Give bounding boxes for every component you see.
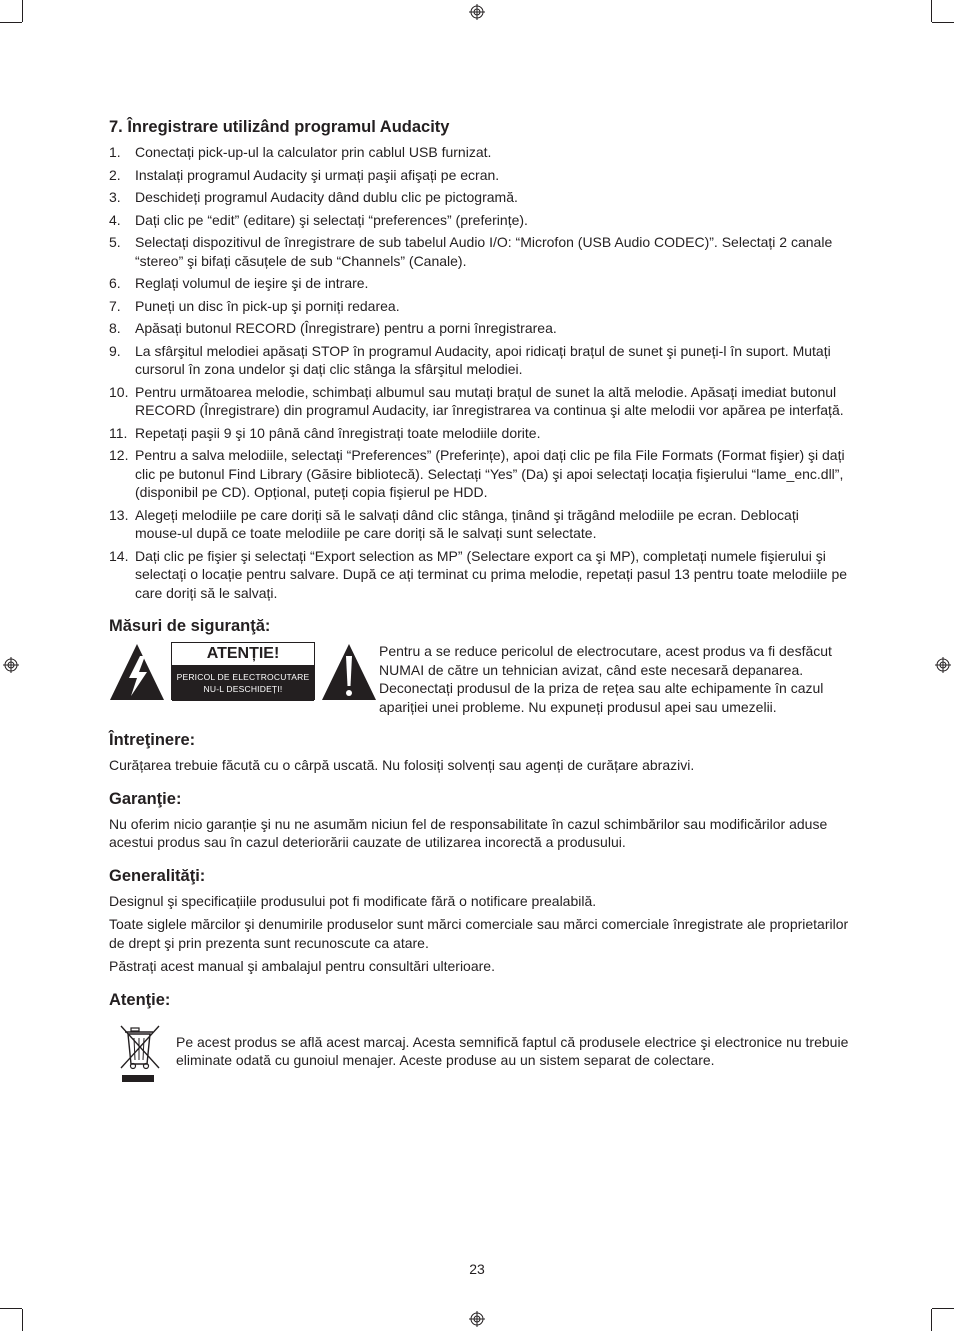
crop-mark <box>0 1308 22 1309</box>
page-content <box>109 117 849 1084</box>
crop-mark <box>931 1309 932 1331</box>
general-heading: Generalităţi: <box>109 866 206 885</box>
lightning-warning-icon <box>109 642 165 702</box>
registration-mark-icon <box>935 657 951 673</box>
crop-mark <box>22 1309 23 1331</box>
maintenance-heading: Întreţinere: <box>109 731 196 749</box>
list-item: 14. Dați clic pe fişier şi selectați “Export selection as MP” (Selectare export ca şi MP), completați numele fişierului şi selectați o locație pentru salvare. După ce ați terminat cu prima melodie, repetați pasul 13 pentru toate melodiile pe care doriți să le salvați. <box>109 547 848 601</box>
list-item: 2. Instalați programul Audacity şi urmați paşii afişați pe ecran. <box>109 166 500 183</box>
list-item: 5. Selectați dispozitivul de înregistrare de sub tabelul Audio I/O: “Microfon (USB Audio CODEC)”. Selectați 2 canale “stereo” şi bifați căsuțele de sub “Channels” (Canale). <box>109 234 833 269</box>
general-text: Designul şi specificațiile produsului pot fi modificate fără o notificare prealabilă. <box>109 892 597 909</box>
list-item: 9. La sfârşitul melodiei apăsați STOP în programul Audacity, apoi ridicați brațul de sunet şi puneți-l în suport. Mutați cursorul în zona undelor şi dați clic stânga la sfârşitul melodiei. <box>109 342 831 377</box>
registration-mark-icon <box>3 657 19 673</box>
steps-list <box>109 143 849 602</box>
list-item: 4. Dați clic pe “edit” (editare) şi selectați “preferences” (preferințe). <box>109 211 528 228</box>
crop-mark <box>931 0 932 22</box>
safety-heading: Măsuri de siguranţă: <box>109 617 271 635</box>
list-item: 6. Reglați volumul de ieşire şi de intrare. <box>109 275 369 291</box>
list-item: 7. Puneți un disc în pick-up şi porniți redarea. <box>109 297 400 314</box>
section-title: 7. Înregistrare utilizând programul Audacity <box>109 118 450 136</box>
general-text: Toate siglele mărcilor şi denumirile produselor sunt mărci comerciale sau mărci comerciale înregistrate ale proprietarilor de drept şi prin prezenta sunt recunoscute ca atare. <box>109 916 849 951</box>
attention-heading: Atenţie: <box>109 990 171 1009</box>
page-number: 23 <box>469 1261 485 1277</box>
warning-label-line: PERICOL DE ELECTROCUTARE <box>176 672 310 682</box>
warranty-text: Nu oferim nicio garanție şi nu ne asumăm niciun fel de responsabilitate în cazul schimbărilor sau modificărilor aduse acestui produs sau în cazul deteriorării cauzate de utilizarea incorectă a produsului. <box>109 815 828 850</box>
warning-label-title: ATENȚIE! <box>172 643 314 666</box>
list-item: 1. Conectați pick-up-ul la calculator prin cablul USB furnizat. <box>109 144 492 160</box>
crop-mark <box>932 1308 954 1309</box>
general-text: Păstrați acest manual şi ambalajul pentru consultări ulterioare. <box>109 958 495 974</box>
list-item: 10. Pentru următoarea melodie, schimbați albumul sau mutați brațul de sunet la altă melodie. Apăsați imediat butonul RECORD (Înregistrare) din programul Audacity, iar înregistrarea va continua şi alte melodii vor apărea pe interfață. <box>109 383 844 418</box>
list-item: 12. Pentru a salva melodiile, selectați “Preferences” (Preferințe), apoi dați clic pe fila File Formats (Format fişier) şi dați clic pe butonul Find Library (Găsire bibliotecă). Selectați “Yes” (Da) şi apoi selectați locația fişierului “lame_enc.dll”, (disponibil pe CD). Opțional, puteți copia fişierul pe HDD. <box>109 447 845 500</box>
crop-mark <box>0 22 22 23</box>
crossed-bin-icon <box>117 1022 165 1084</box>
weee-block <box>109 1022 849 1084</box>
registration-mark-icon <box>469 1311 485 1327</box>
registration-mark-icon <box>469 4 485 20</box>
safety-text: Pentru a se reduce pericolul de electrocutare, acest produs va fi desfăcut NUMAI de către un tehnician avizat, când este necesară depanarea. Deconectați produsul de la priza de rețea sau alte echipamente în cazul apariției unei probleme. Nu expuneți produsul apei sau umezelii. <box>379 643 832 715</box>
warning-label-line: NU-L DESCHIDEȚI! <box>203 684 283 694</box>
list-item: 8. Apăsați butonul RECORD (Înregistrare) pentru a porni înregistrarea. <box>109 320 557 336</box>
list-item: 3. Deschideți programul Audacity dând dublu clic pe pictogramă. <box>109 189 518 205</box>
warning-label-body <box>172 666 314 701</box>
warning-label <box>171 642 315 700</box>
crop-mark <box>22 0 23 22</box>
safety-block <box>109 642 849 716</box>
attention-text: Pe acest produs se află acest marcaj. Acesta semnifică faptul că produsele electrice şi electronice nu trebuie eliminate odată cu gunoiul menajer. Aceste produse au un sistem separat de colectare. <box>176 1033 849 1068</box>
list-item: 13. Alegeți melodiile pe care doriți să le salvați dând clic stânga, ținând şi trăgând melodiile pe ecran. Deblocați mouse-ul după ce toate melodiile pe care doriți să le salvați sunt selectate. <box>109 506 799 541</box>
crop-mark <box>932 22 954 23</box>
exclamation-warning-icon <box>321 642 377 702</box>
list-item: 11. Repetați paşii 9 şi 10 până când înregistrați toate melodiile dorite. <box>109 424 541 441</box>
maintenance-text: Curățarea trebuie făcută cu o cârpă uscată. Nu folosiți solvenți sau agenți de curățare abrazivi. <box>109 757 695 773</box>
warranty-heading: Garanţie: <box>109 789 182 808</box>
